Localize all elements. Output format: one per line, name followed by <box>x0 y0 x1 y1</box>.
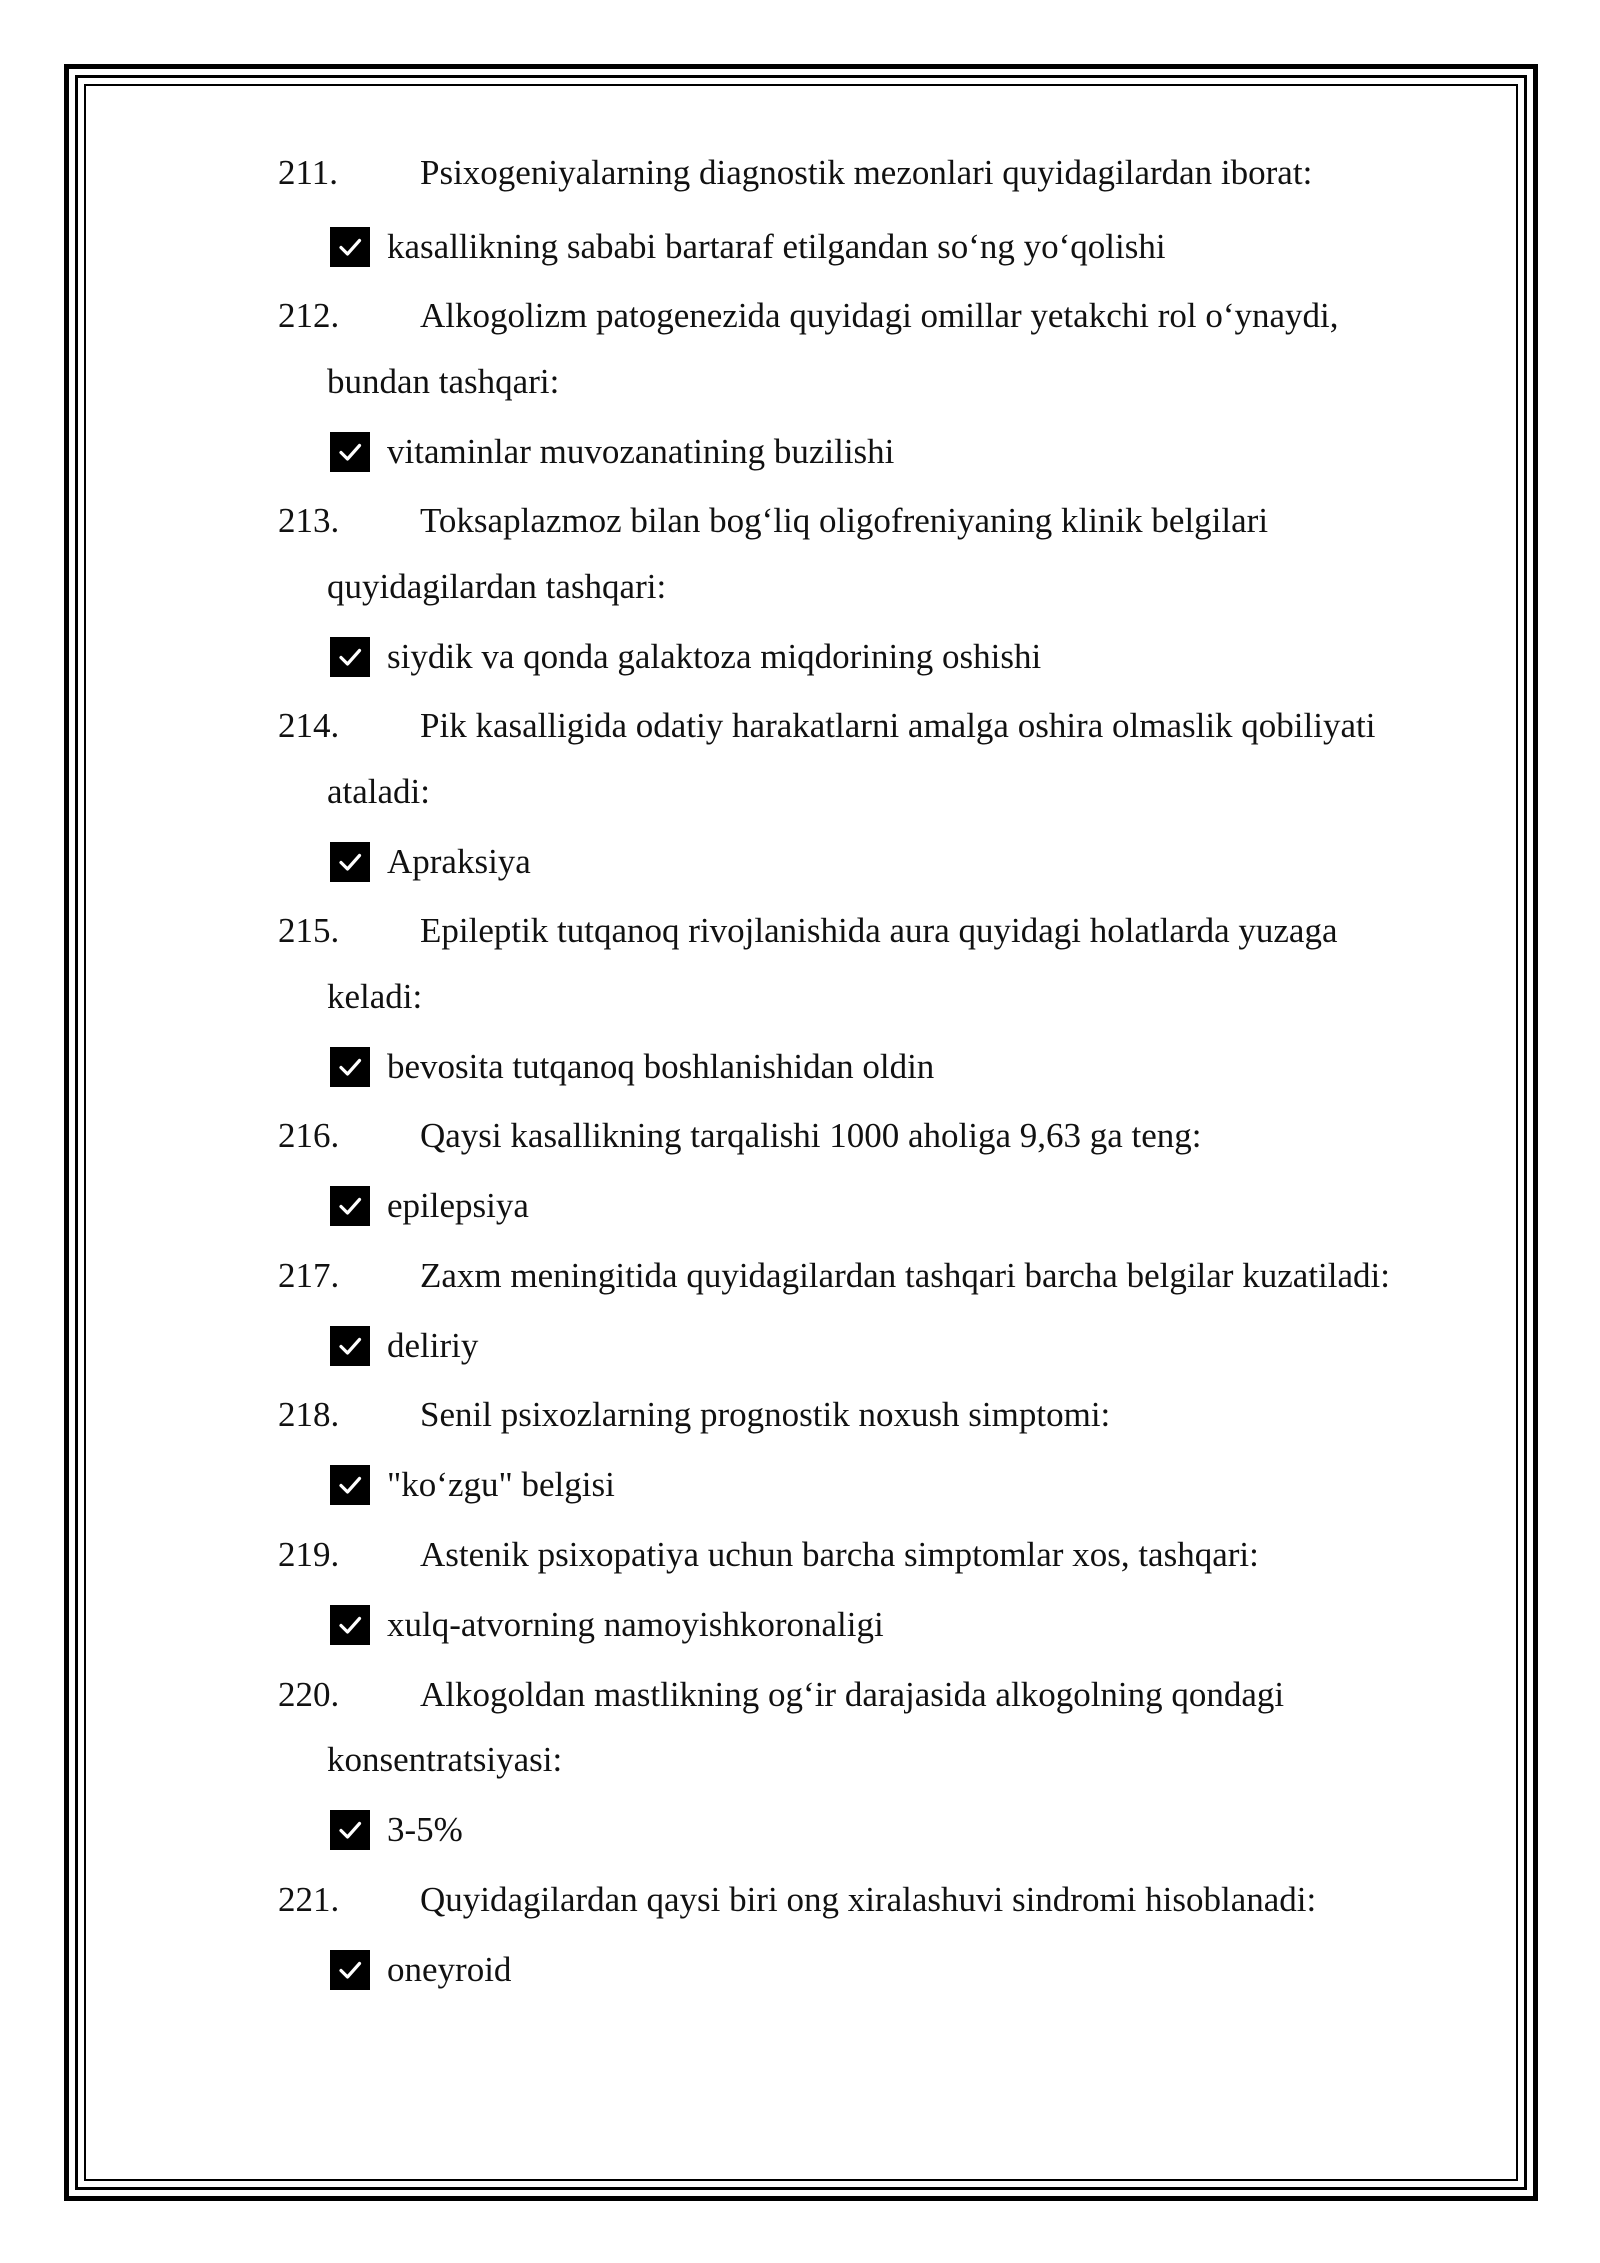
checkbox-checked-icon <box>330 842 370 882</box>
answer-item <box>330 1186 529 1226</box>
answer-text: oneyroid <box>387 1950 512 1989</box>
question-text: Alkogolizm patogenezida quyidagi omillar yetakchi rol o‘ynaydi, <box>420 296 1339 335</box>
question-text: Psixogeniyalarning diagnostik mezonlari quyidagilardan iborat: <box>420 153 1313 192</box>
checkbox-checked-icon <box>330 1047 370 1087</box>
checkbox-checked-icon <box>330 1186 370 1226</box>
answer-item <box>330 227 1166 267</box>
question-number: 220. <box>278 1675 340 1714</box>
question-text-continuation: bundan tashqari: <box>327 362 560 401</box>
answer-item <box>330 637 1041 677</box>
answer-item <box>330 1326 478 1366</box>
question-text: Astenik psixopatiya uchun barcha simptomlar xos, tashqari: <box>420 1535 1259 1574</box>
question-text-continuation: ataladi: <box>327 772 431 811</box>
question-number: 211. <box>278 153 338 192</box>
answer-item <box>330 1465 615 1505</box>
answer-item <box>330 1810 463 1850</box>
question-text: Qaysi kasallikning tarqalishi 1000 aholiga 9,63 ga teng: <box>420 1116 1202 1155</box>
answer-item <box>330 1950 511 1990</box>
answer-text: siydik va qonda galaktoza miqdorining oshishi <box>387 637 1042 676</box>
question-text: Toksaplazmoz bilan bog‘liq oligofreniyaning klinik belgilari <box>420 501 1269 540</box>
question-text: Pik kasalligida odatiy harakatlarni amalga oshira olmaslik qobiliyati <box>420 706 1376 745</box>
question-text-continuation: keladi: <box>327 977 423 1016</box>
checkbox-checked-icon <box>330 1605 370 1645</box>
question-number: 214. <box>278 706 340 745</box>
answer-text: Apraksiya <box>387 842 531 881</box>
question-number: 212. <box>278 296 340 335</box>
checkbox-checked-icon <box>330 637 370 677</box>
question-text: Quyidagilardan qaysi biri ong xiralashuvi sindromi hisoblanadi: <box>420 1880 1317 1919</box>
answer-item <box>330 1605 884 1645</box>
question-number: 218. <box>278 1395 340 1434</box>
answer-text: deliriy <box>387 1326 479 1365</box>
answer-text: bevosita tutqanoq boshlanishidan oldin <box>387 1047 935 1086</box>
question-number: 221. <box>278 1880 340 1919</box>
question-number: 219. <box>278 1535 340 1574</box>
question-number: 216. <box>278 1116 340 1155</box>
answer-item <box>330 842 531 882</box>
question-text: Epileptik tutqanoq rivojlanishida aura quyidagi holatlarda yuzaga <box>420 911 1338 950</box>
answer-text: 3-5% <box>387 1810 463 1849</box>
question-text-continuation: quyidagilardan tashqari: <box>327 567 667 606</box>
answer-text: epilepsiya <box>387 1186 529 1225</box>
answer-item <box>330 1047 934 1087</box>
question-text: Zaxm meningitida quyidagilardan tashqari barcha belgilar kuzatiladi: <box>420 1256 1390 1295</box>
checkbox-checked-icon <box>330 1950 370 1990</box>
answer-text: kasallikning sababi bartaraf etilgandan so‘ng yo‘qolishi <box>387 227 1166 266</box>
checkbox-checked-icon <box>330 1810 370 1850</box>
answer-text: "ko‘zgu" belgisi <box>387 1465 615 1504</box>
answer-text: vitaminlar muvozanatining buzilishi <box>387 432 895 471</box>
question-number: 215. <box>278 911 340 950</box>
answer-text: xulq-atvorning namoyishkoronaligi <box>387 1605 884 1644</box>
answer-item <box>330 432 894 472</box>
checkbox-checked-icon <box>330 1326 370 1366</box>
question-number: 217. <box>278 1256 340 1295</box>
question-number: 213. <box>278 501 340 540</box>
checkbox-checked-icon <box>330 227 370 267</box>
question-text: Senil psixozlarning prognostik noxush simptomi: <box>420 1395 1111 1434</box>
question-text: Alkogoldan mastlikning og‘ir darajasida alkogolning qondagi <box>420 1675 1285 1714</box>
checkbox-checked-icon <box>330 1465 370 1505</box>
question-text-continuation: konsentratsiyasi: <box>327 1740 563 1779</box>
checkbox-checked-icon <box>330 432 370 472</box>
